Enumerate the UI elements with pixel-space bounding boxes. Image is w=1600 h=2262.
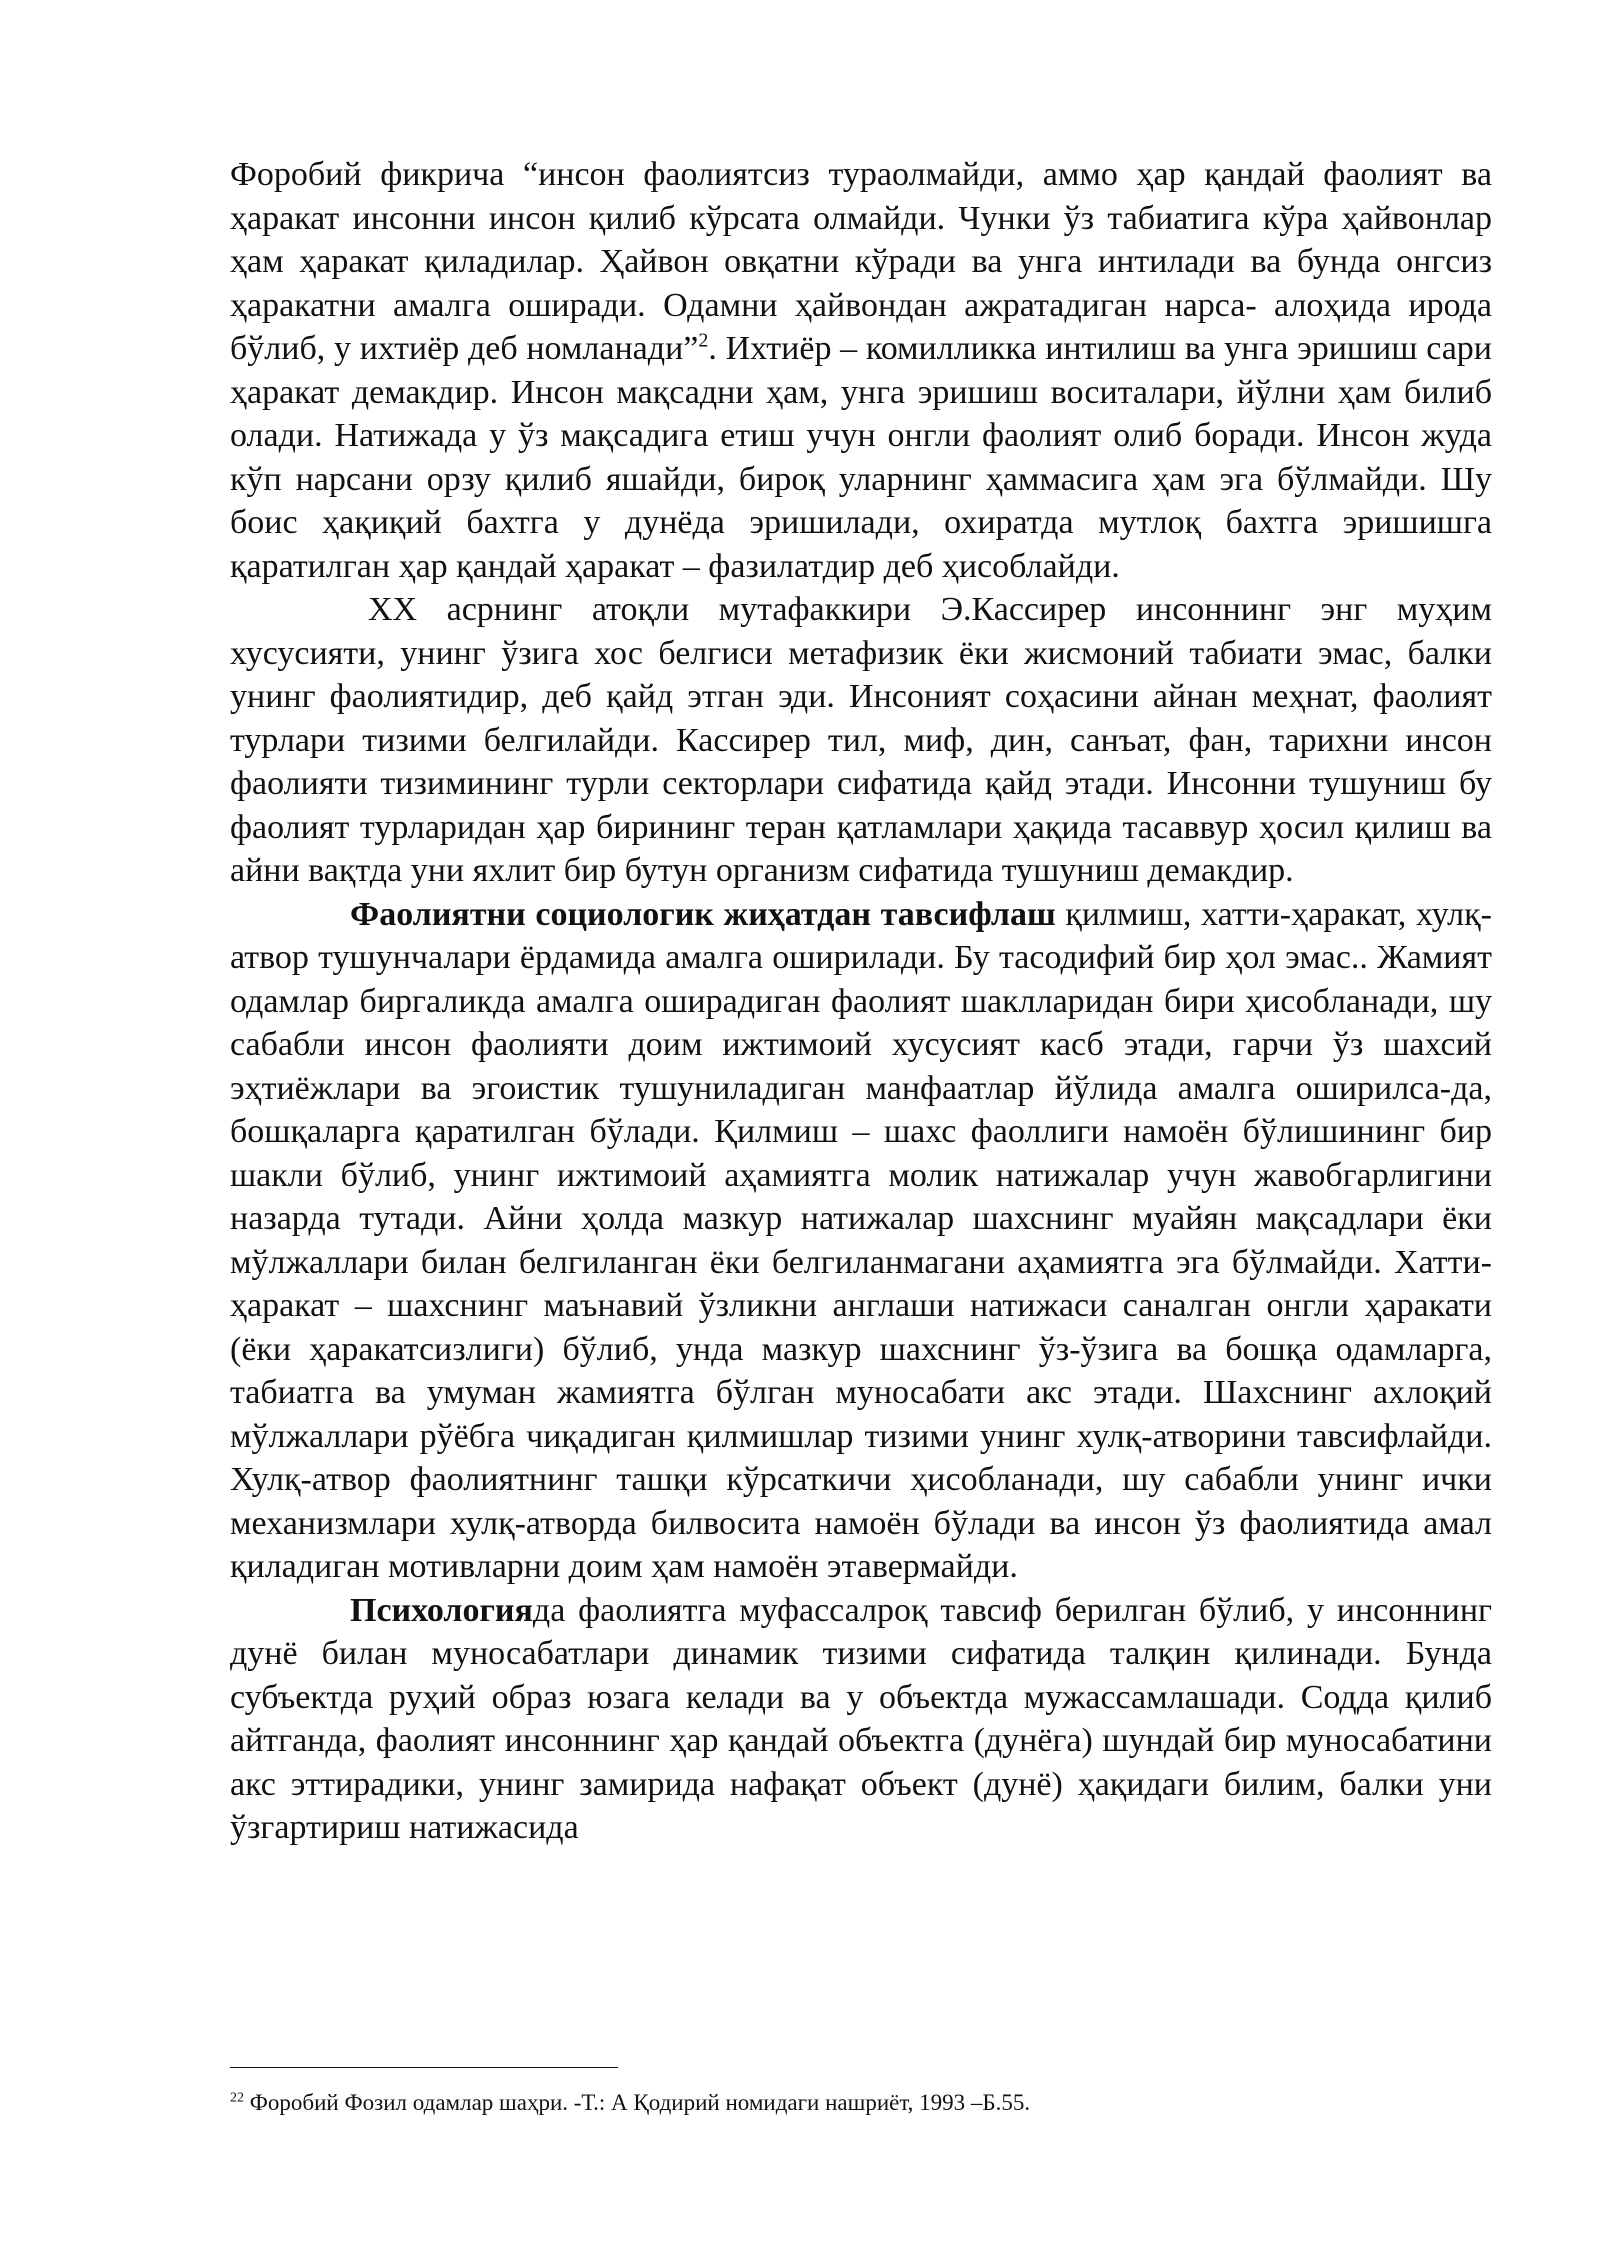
paragraph-sociology-text: қилмиш, хатти-ҳаракат, хулқ-атвор тушунчалари ёрдамида амалга оширилади. Бу тасодифий бир ҳол эмас.. Жамият одамлар биргаликда амалга оширадиган фаолият шаклларидан бири ҳисобланади, шу сабабли инсон фаолияти доим ижтимоий хусусият касб этади, гарчи ўз шахсий эҳтиёжлари ва эгоистик тушуниладиган манфаатлар йўлида амалга оширилса-да, бошқаларга қаратилган бўлади. Қилмиш – шахс фаоллиги намоён бўлишининг бир шакли бўлиб, унинг ижтимоий аҳамиятга молик натижалар учун жавобгарлигини назарда тутади. Айни ҳолда мазкур натижалар шахснинг муайян мақсадлари ёки мўлжаллари билан белгиланган ёки белгиланмагани аҳамиятга эга бўлмайди. Хатти-ҳаракат – шахснинг маънавий ўзликни англаши натижаси саналган онгли ҳаракати (ёки ҳаракатсизлиги) бўлиб, унда мазкур шахснинг ўз-ўзига ва бошқа одамларга, табиатга ва умуман жамиятга бўлган муносабати акс этади. Шахснинг ахлоқий мўлжаллари рўёбга чиқадиган қилмишлар тизими унинг хулқ-атворини тавсифлайди. Хулқ-атвор фаолиятнинг ташқи кўрсаткичи ҳисобланади, шу сабабли унинг ички механизмлари хулқ-атворда билвосита намоён бўлади ва инсон ўз фаолиятида амал қиладиган мотивларни доим ҳам намоён этавермайди. xyxy=(230,895,1492,1585)
paragraph-psychology xyxy=(230,1589,1492,1850)
footnote-mark: 22 xyxy=(230,2090,244,2106)
footnote-reference: 2 xyxy=(698,329,709,352)
footnote xyxy=(230,2088,1492,2118)
footnote-text: Форобий Фозил одамлар шаҳри. -Т.: А Қодирий номидаги нашриёт, 1993 –Б.55. xyxy=(244,2090,1031,2115)
paragraph-cassirer xyxy=(230,588,1492,893)
paragraph-cassirer-text: XX асрнинг атоқли мутафаккири Э.Кассирер инсоннинг энг муҳим хусусияти, унинг ўзига хос белгиси метафизик ёки жисмоний табиати эмас, балки унинг фаолиятидир, деб қайд этган эди. Инсоният соҳасини айнан меҳнат, фаолият турлари тизими белгилайди. Кассирер тил, миф, дин, санъат, фан, тарихни инсон фаолияти тизимининг турли секторлари сифатида қайд этади. Инсонни тушуниш бу фаолият турларидан ҳар бирининг теран қатламлари ҳақида тасаввур ҳосил қилиш ва айни вақтда уни яхлит бир бутун организм сифатида тушуниш демакдир. xyxy=(230,591,1492,889)
paragraph-farabi-text-2: . Ихтиёр – комилликка интилиш ва унга эришиш сари ҳаракат демакдир. Инсон мақсадни ҳам, унга эришиш воситалари, йўлни ҳам билиб олади. Натижада у ўз мақсадига етиш учун онгли фаолият олиб боради. Инсон жуда кўп нарсани орзу қилиб яшайди, бироқ уларнинг ҳаммасига ҳам эга бўлмайди. Шу боис ҳақиқий бахтга у дунёда эришилади, охиратда мутлоқ бахтга эришишга қаратилган ҳар қандай ҳаракат – фазилатдир деб ҳисоблайди. xyxy=(230,330,1492,585)
paragraph-farabi xyxy=(230,153,1492,588)
footnote-separator xyxy=(230,2067,618,2068)
paragraph-sociology-heading: Фаолиятни социологик жиҳатдан тавсифлаш xyxy=(350,895,1056,933)
paragraph-farabi-text-1: Форобий фикрича “инсон фаолиятсиз тураолмайди, аммо ҳар қандай фаолият ва ҳаракат инсонни инсон қилиб кўрсата олмайди. Чунки ўз табиатига кўра ҳайвонлар ҳам ҳаракат қиладилар. Ҳайвон овқатни кўради ва унга интилади ва бунда онгсиз ҳаракатни амалга оширади. Одамни ҳайвондан ажратадиган нарса- алоҳида ирода бўлиб, у ихтиёр деб номланади” xyxy=(230,156,1492,367)
paragraph-psychology-text: да фаолиятга муфассалроқ тавсиф берилган бўлиб, у инсоннинг дунё билан муносабатлари динамик тизими сифатида талқин қилинади. Бунда субъектда руҳий образ юзага келади ва у объектда мужассамлашади. Содда қилиб айтганда, фаолият инсоннинг ҳар қандай объектга (дунёга) шундай бир муносабатини акс эттирадики, унинг замирида нафақат объект (дунё) ҳақидаги билим, балки уни ўзгартириш натижасида xyxy=(230,1591,1492,1846)
paragraph-psychology-heading: Психология xyxy=(350,1591,533,1629)
paragraph-sociology xyxy=(230,893,1492,1589)
body-text xyxy=(230,153,1492,1850)
